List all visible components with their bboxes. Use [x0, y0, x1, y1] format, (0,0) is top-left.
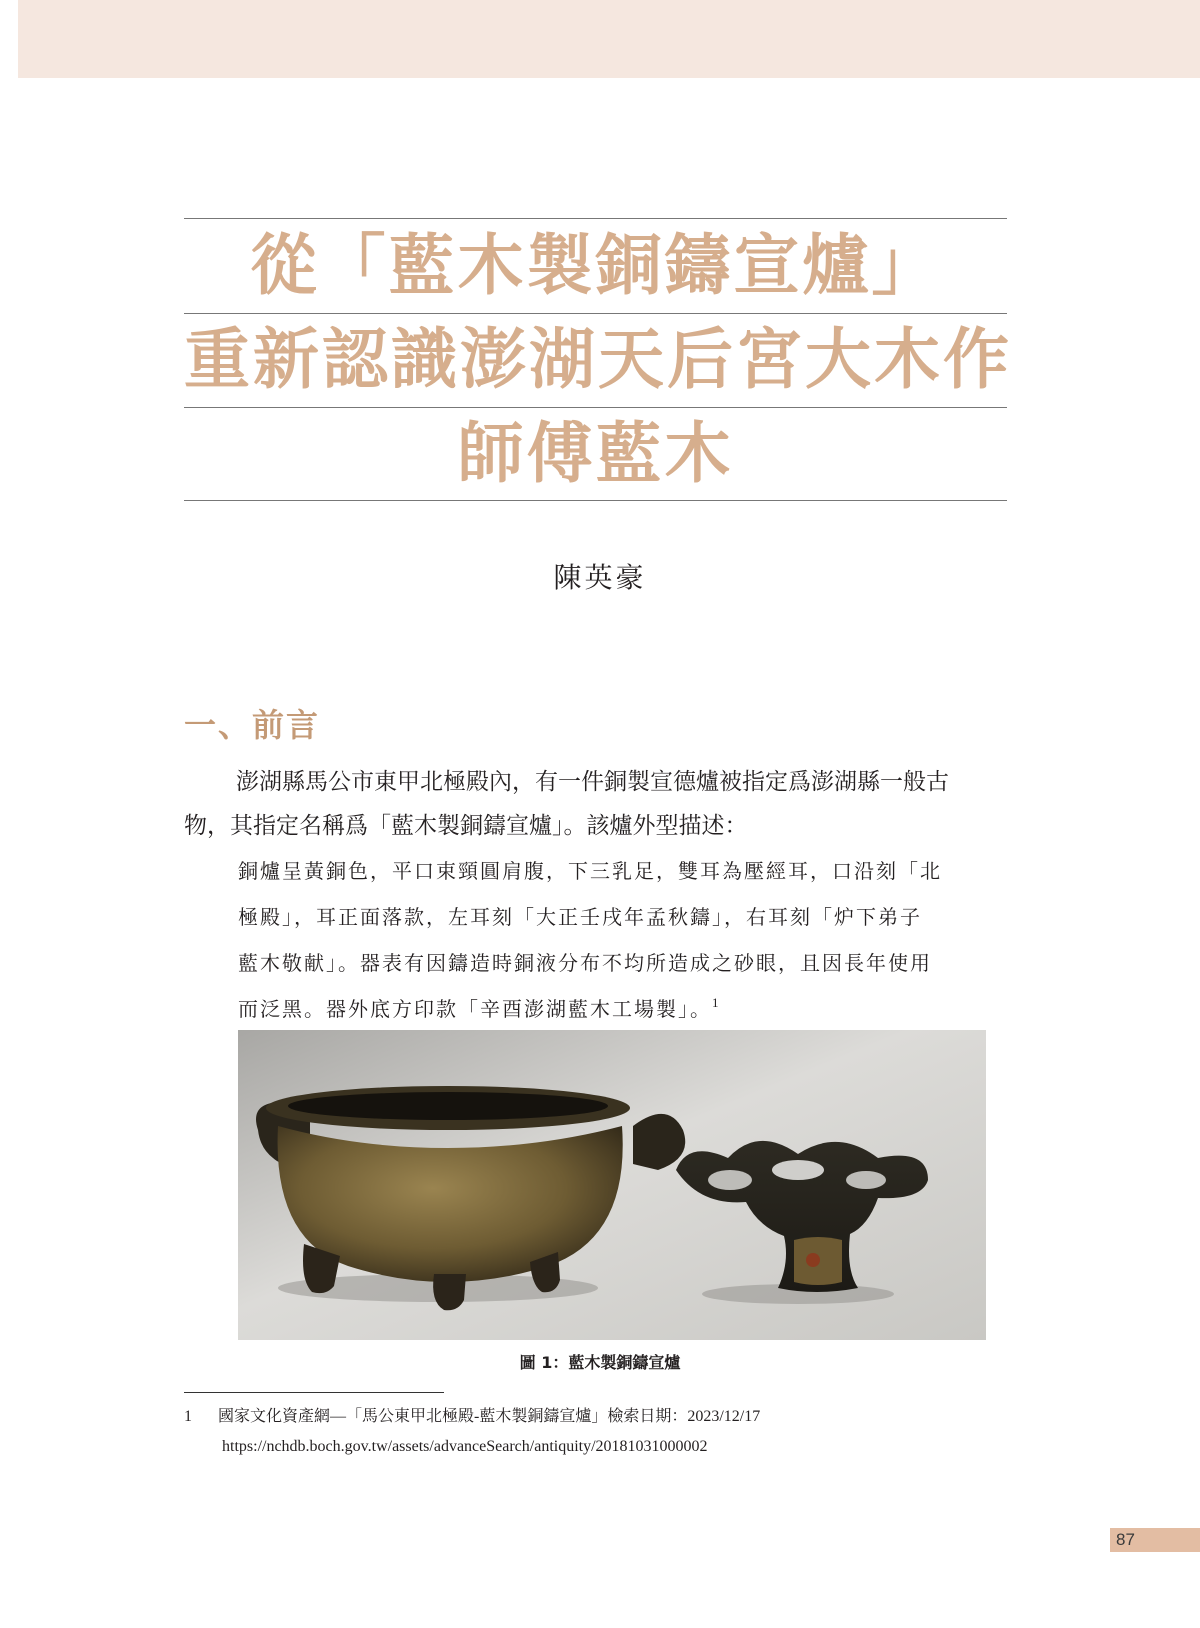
footnote-number: 1	[184, 1408, 192, 1425]
footnote-url[interactable]: https://nchdb.boch.gov.tw/assets/advanceSearch/antiquity/20181031000002	[222, 1438, 708, 1455]
body-paragraph-line-1	[184, 760, 1007, 804]
title-rule-2	[184, 407, 1007, 408]
quote-line-4	[238, 986, 1008, 1032]
article-title-line-3: 師傅藍木	[457, 415, 734, 492]
body-text: 澎湖縣馬公市東甲北極殿內，有一件銅製宣德爐被指定爲澎湖縣一般古	[236, 769, 949, 795]
section-heading: 一、前言	[184, 706, 321, 744]
title-rule-bottom	[184, 500, 1007, 501]
footnote	[184, 1402, 1007, 1462]
quote-text: 而泛黑。器外底方印款「辛酉澎湖藍木工場製」。	[238, 997, 712, 1021]
quote-line-2: 極殿」，耳正面落款，左耳刻「大正壬戌年孟秋鑄」，右耳刻「炉下弟子	[238, 905, 922, 929]
footnote-line	[184, 1402, 1007, 1432]
footnote-reference: 1	[712, 995, 721, 1010]
article-title-line-2: 重新認識澎湖天后宮大木作	[184, 321, 1012, 398]
author-name: 陳英豪	[553, 561, 647, 594]
quote-line-3: 藍木敬献」。器表有因鑄造時銅液分布不均所造成之砂眼，且因長年使用	[238, 951, 932, 975]
censer-photo	[238, 1030, 986, 1340]
title-rule-1	[184, 313, 1007, 314]
figure-caption: 圖 1：藍木製銅鑄宣爐	[519, 1353, 681, 1372]
article-title-line-1: 從「藍木製銅鑄宣爐」	[250, 227, 941, 304]
footnote-divider	[184, 1392, 444, 1393]
title-rule-top	[184, 218, 1007, 219]
footnote-text: 國家文化資產網—「馬公東甲北極殿-藍木製銅鑄宣爐」檢索日期：2023/12/17	[218, 1408, 761, 1425]
quote-line-1: 銅爐呈黃銅色，平口束頸圓肩腹，下三乳足，雙耳為壓經耳，口沿刻「北	[238, 859, 942, 883]
body-paragraph-line-2: 物，其指定名稱爲「藍木製銅鑄宣爐」。該爐外型描述：	[184, 813, 748, 839]
page-number: 87	[1116, 1530, 1135, 1549]
header-band	[18, 0, 1200, 78]
